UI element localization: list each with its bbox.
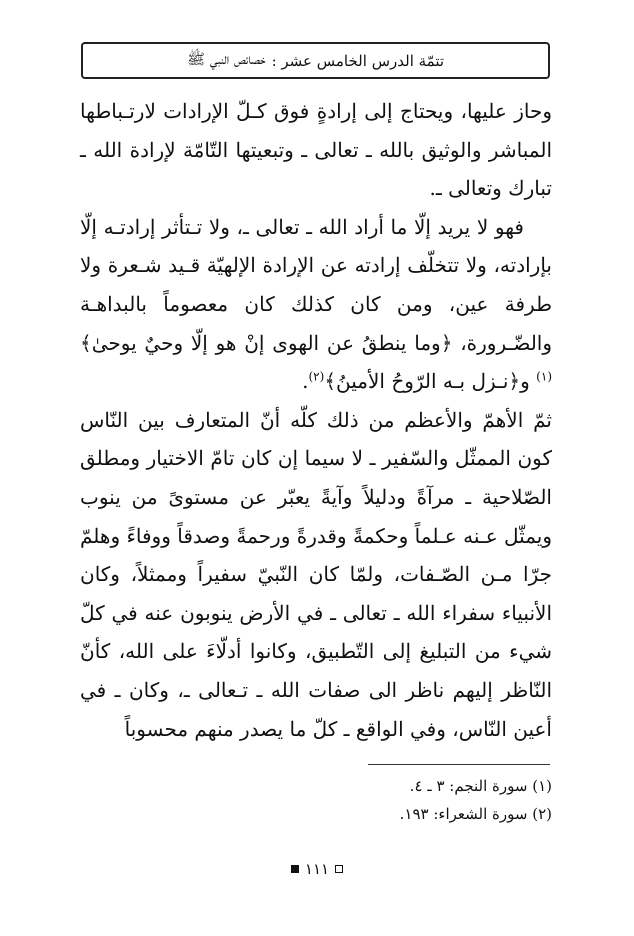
connector: و [520,369,537,394]
page-footer [0,860,634,878]
footnote-ref-2: (٢) [308,369,325,384]
sentence-end: . [302,369,309,394]
header-lesson-title: تتمّة الدرس الخامس عشر : [271,51,445,70]
main-text [80,92,552,748]
page-number: ١١١ [304,860,330,878]
footnote-divider [368,764,550,765]
footnotes [80,772,552,828]
running-header [81,42,550,79]
paragraph-1: وحاز عليها، ويحتاج إلى إرادةٍ فوق كـلّ الإرادات لارتـباطها المباشر والوثيق بالله ـ تعالى ـ وتبعيتها التّامّة لإرادة الله ـ تبارك وتعالى ـ. [80,99,552,201]
footnote-1: (١) سورة النجم: ٣ ـ ٤. [409,777,552,795]
paragraph-2 [80,208,552,401]
quran-verse-2: ﴿نـزل بـه الرّوحُ الأمينُ﴾ [324,369,521,394]
paragraph-3: ثمّ الأهمّ والأعظم من ذلك كلّه أنّ المتعارف بين النّاس كون الممثّل والسّفير ـ لا سيما إن كان تامّ الاختيار ومطلق الصّلاحية ـ مرآةً ودليلاً وآيةً يعبّر عن مستوىً من ينوب ويمثّل عـنه عـلماً وحكمةً وقدرةً ورحمةً وصدقاً ووفاءً وهلمّ جرّا مـن الصّـفات، ولمّا كان النّبيّ سفيراً وممثلاً، وكان الأنبياء سفراء الله ـ تعالى ـ في الأرض ينوبون عنه في كلّ شيء من التبليغ إلى التّطبيق، وكانوا أدلّاءَ على الله، كأنّ النّاظر إليهم ناظر الى صفات الله ـ تـعالى ـ، وكان ـ في أعين النّاس، وفي الواقع ـ كلّ ما يصدر منهم محسوباً [80,407,552,741]
header-section-title: خصائص النبي ﷺ [186,49,266,68]
paragraph-2-text: فهو لا يريد إلّا ما أراد الله ـ تعالى ـ، ولا تـتأثر إرادتـه إلّا بإرادته، ولا تتخلّف إرادته عن الإرادة الإلهيّة قـيد شـعرة ولا طرفة عين، ومن كان كذلك كان معصوماً بالبداهـة والضّـرورة، ﴿وما ينطقُ عن الهوى إنْ هو إلّا وحيٌ يوحىٰ﴾ [80,214,552,355]
empty-square-icon [335,865,343,873]
footnote-ref-1: (١) [536,369,552,384]
footnote-2: (٢) سورة الشعراء: ١٩٣. [399,805,552,823]
filled-square-icon [291,865,299,873]
